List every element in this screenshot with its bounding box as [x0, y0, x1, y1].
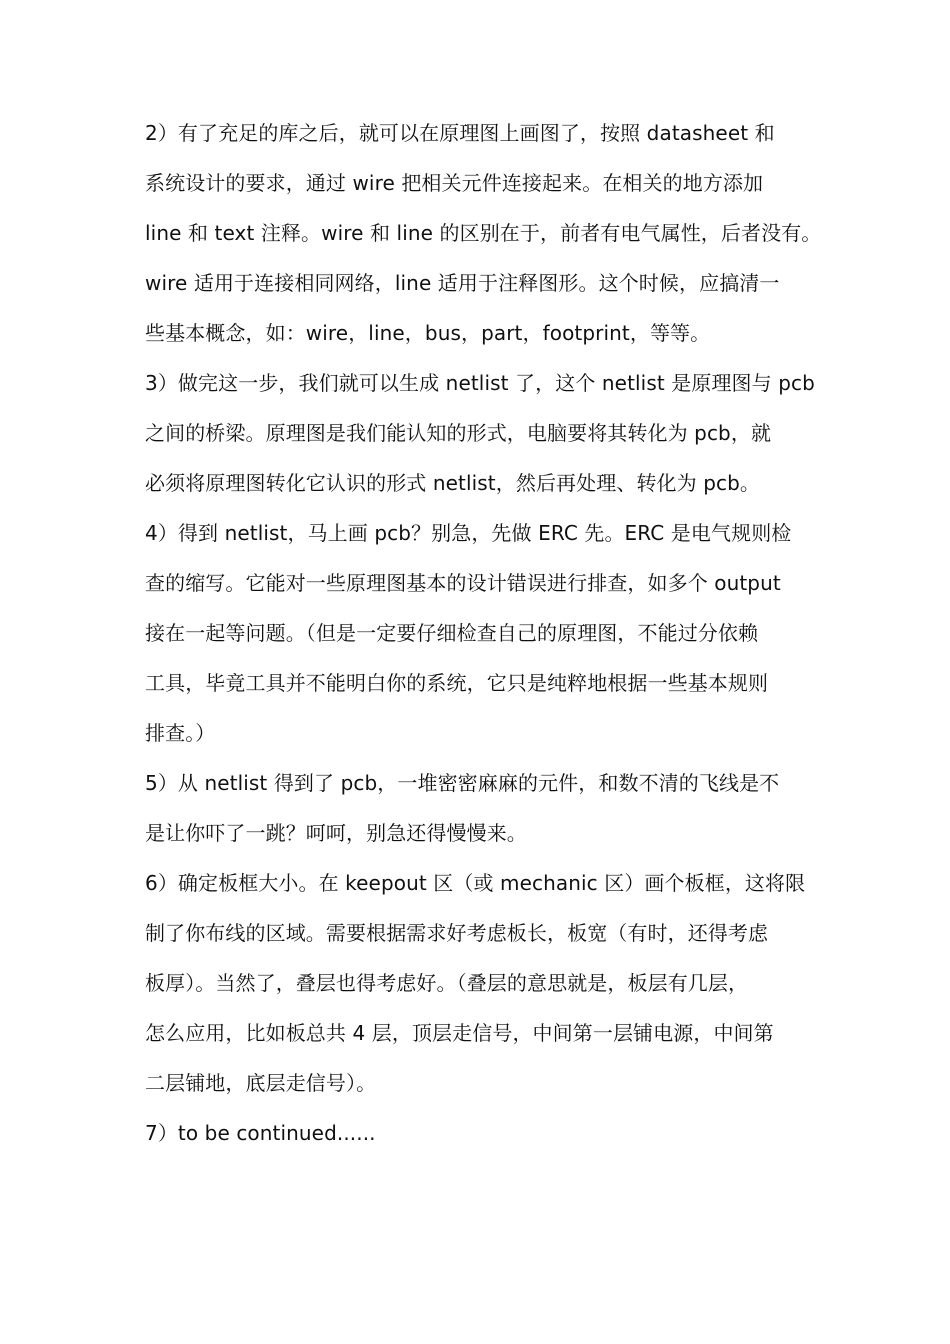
text-line: 二层铺地，底层走信号）。 [145, 1071, 377, 1095]
text-line: 工具，毕竟工具并不能明白你的系统，它只是纯粹地根据一些基本规则 [145, 671, 769, 695]
text-line: 5）从 netlist 得到了 pcb，一堆密密麻麻的元件，和数不清的飞线是不 [145, 771, 780, 795]
text-line: 查的缩写。它能对一些原理图基本的设计错误进行排查，如多个 output [145, 571, 781, 595]
paragraph-step-7 [145, 1112, 810, 1162]
paragraph-step-6 [145, 862, 810, 1112]
document-body [145, 112, 822, 1162]
paragraph-step-3 [145, 362, 815, 512]
text-line: 2）有了充足的库之后，就可以在原理图上画图了，按照 datasheet 和 [145, 121, 775, 145]
text-line: 是让你吓了一跳？呵呵，别急还得慢慢来。 [145, 821, 527, 845]
text-line: 排查。） [145, 721, 216, 745]
text-line: 7）to be continued...... [145, 1121, 376, 1145]
text-line: wire 适用于连接相同网络，line 适用于注释图形。这个时候，应搞清一 [145, 271, 780, 295]
text-line: line 和 text 注释。wire 和 line 的区别在于，前者有电气属性，后者没有。 [145, 221, 822, 245]
text-line: 4）得到 netlist，马上画 pcb？别急，先做 ERC 先。ERC 是电气规则检 [145, 521, 792, 545]
text-line: 制了你布线的区域。需要根据需求好考虑板长，板宽（有时，还得考虑 [145, 921, 769, 945]
text-line: 3）做完这一步，我们就可以生成 netlist 了，这个 netlist 是原理图与 pcb [145, 371, 815, 395]
text-line: 系统设计的要求，通过 wire 把相关元件连接起来。在相关的地方添加 [145, 171, 764, 195]
text-line: 接在一起等问题。（但是一定要仔细检查自己的原理图，不能过分依赖 [145, 621, 759, 645]
text-line: 6）确定板框大小。在 keepout 区（或 mechanic 区）画个板框，这将限 [145, 871, 806, 895]
text-line: 些基本概念，如：wire，line，bus，part，footprint，等等。 [145, 321, 711, 345]
paragraph-step-5 [145, 762, 810, 862]
text-line: 之间的桥梁。原理图是我们能认知的形式，电脑要将其转化为 pcb，就 [145, 421, 772, 445]
text-line: 板厚）。当然了，叠层也得考虑好。（叠层的意思就是，板层有几层， [145, 971, 749, 995]
paragraph-step-4 [145, 512, 810, 762]
text-line: 怎么应用，比如板总共 4 层，顶层走信号，中间第一层铺电源，中间第 [145, 1021, 774, 1045]
text-line: 必须将原理图转化它认识的形式 netlist，然后再处理、转化为 pcb。 [145, 471, 760, 495]
paragraph-step-2 [145, 112, 822, 362]
